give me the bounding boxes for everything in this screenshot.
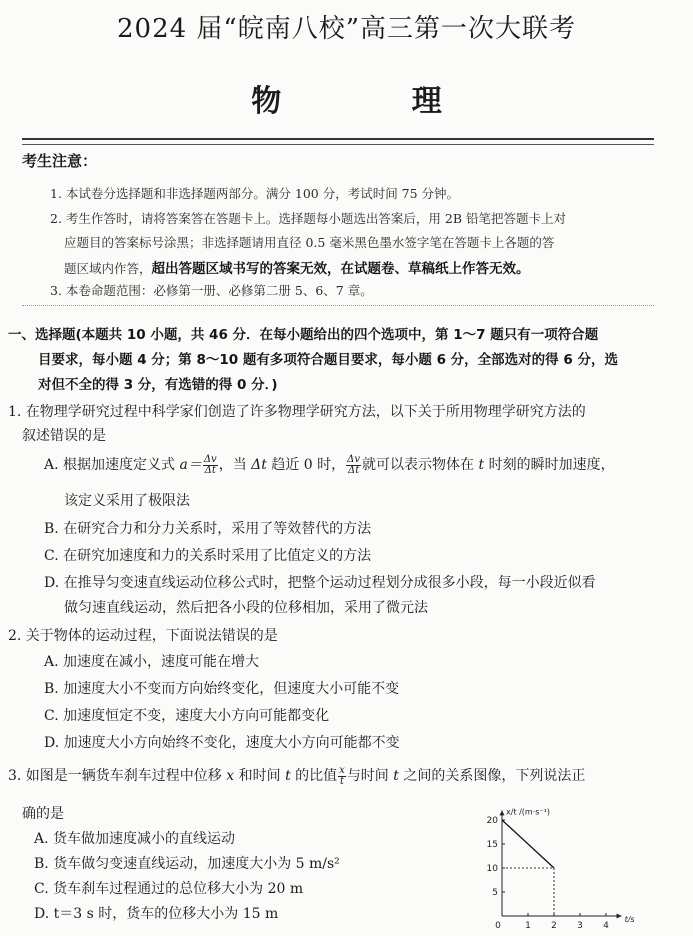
series-line (502, 820, 554, 868)
q3-option-d: D. t＝3 s 时，货车的位移大小为 15 m (34, 906, 279, 922)
q1-stem: 1. 在物理学研究过程中科学家们创造了许多物理学研究方法，以下关于所用物理学研究方法的 (8, 404, 586, 420)
q1-option-d: D. 在推导匀变速直线运动位移公式时，把整个运动过程划分成很多小段，每一小段近似看 (44, 575, 596, 591)
q2-option-b: B. 加速度大小不变而方向始终变化，但速度大小可能不变 (44, 681, 400, 697)
q2-option-a: A. 加速度在减小，速度可能在增大 (44, 654, 260, 670)
q1-option-c: C. 在研究加速度和力的关系时采用了比值定义的方法 (44, 548, 372, 564)
q3-option-c: C. 货车刹车过程通过的总位移大小为 20 m (34, 881, 304, 897)
q2-option-c: C. 加速度恒定不变，速度大小方向可能都变化 (44, 708, 330, 724)
y-tick-label: 5 (492, 888, 498, 898)
header-divider (22, 138, 654, 140)
x-tick-label: 3 (577, 921, 583, 931)
q1-option-a-cont: 该定义采用了极限法 (64, 493, 190, 509)
notice-heading: 考生注意： (22, 152, 98, 170)
q3-option-b: B. 货车做匀变速直线运动，加速度大小为 5 m/s² (34, 856, 340, 872)
notice-warning: 超出答题区域书写的答案无效，在试题卷、草稿纸上作答无效。 (151, 261, 530, 277)
header-divider-thin (22, 144, 654, 145)
q1-option-d-cont: 做匀速直线运动，然后把各小段的位移相加，采用了微元法 (64, 600, 428, 616)
q3-stem-cont: 确的是 (22, 806, 64, 822)
q3-option-a: A. 货车做加速度减小的直线运动 (34, 831, 236, 847)
y-tick-label: 15 (486, 840, 498, 850)
x-tick-label: 0 (495, 921, 501, 931)
y-tick-label: 20 (486, 816, 498, 826)
y-tick-label: 10 (486, 864, 498, 874)
section-instructions-2: 目要求，每小题 4 分；第 8～10 题有多项符合题目要求，每小题 6 分，全部选对的得 6 分，选 (38, 352, 618, 368)
notice-item-1: 1. 本试卷分选择题和非选择题两部分。满分 100 分，考试时间 75 分钟。 (50, 186, 460, 201)
x-tick-label: 2 (551, 921, 557, 931)
notice-item-2: 2. 考生作答时，请将答案答在答题卡上。选择题每小题选出答案后，用 2B 铅笔把答题卡上对 (50, 211, 566, 226)
q1-option-b: B. 在研究合力和分力关系时，采用了等效替代的方法 (44, 521, 372, 537)
subject-title: 物 理 (251, 84, 502, 119)
q1-option-a: A. 根据加速度定义式 a＝ $\frac{\Delta v}{\Delta t}$ ，当 Δt 趋近 0 时， $\frac{\Delta v}{\Delta t}$ 就可以表示物体在 t 时刻的瞬时加速度， (44, 453, 615, 476)
y-axis-arrow (500, 810, 505, 815)
exam-title: 2024 届“皖南八校”高三第一次大联考 (116, 14, 577, 44)
xt-vs-t-chart (476, 796, 676, 936)
notice-item-2-end: 题区域内作答，超出答题区域书写的答案无效，在试题卷、草稿纸上作答无效。 (64, 261, 530, 277)
q2-stem: 2. 关于物体的运动过程，下面说法错误的是 (8, 628, 278, 644)
notice-item-3: 3. 本卷命题范围：必修第一册、必修第二册 5、6、7 章。 (50, 283, 373, 298)
notice-divider (22, 305, 654, 306)
section-instructions-1: 一、选择题(本题共 10 小题，共 46 分．在每小题给出的四个选项中，第 1～7 题只有一项符合题 (8, 327, 599, 343)
fraction-dv-dt: $\frac{\Delta v}{\Delta t}$ (203, 453, 217, 476)
x-tick-label: 1 (525, 921, 531, 931)
x-axis-label: t/s (624, 915, 635, 924)
fraction-x-t: $\frac{x}{t}$ (339, 764, 345, 787)
y-axis-label: x/t /(m·s⁻¹) (506, 807, 550, 817)
q3-stem: 3. 如图是一辆货车刹车过程中位移 x 和时间 t 的比值 $\frac{x}{t}$ 与时间 t 之间的关系图像，下列说法正 (8, 764, 586, 787)
notice-item-2-cont: 应题目的答案标号涂黑；非选择题请用直径 0.5 毫米黑色墨水签字笔在答题卡上各题的答 (64, 235, 555, 250)
x-axis-arrow (617, 914, 622, 919)
q1-stem-cont: 叙述错误的是 (22, 428, 106, 444)
fraction-dv-dt: $\frac{\Delta v}{\Delta t}$ (347, 453, 361, 476)
section-instructions-3: 对但不全的得 3 分，有选错的得 0 分．) (38, 377, 278, 393)
x-tick-label: 4 (603, 921, 609, 931)
q2-option-d: D. 加速度大小方向始终不变化，速度大小方向可能都不变 (44, 735, 400, 751)
